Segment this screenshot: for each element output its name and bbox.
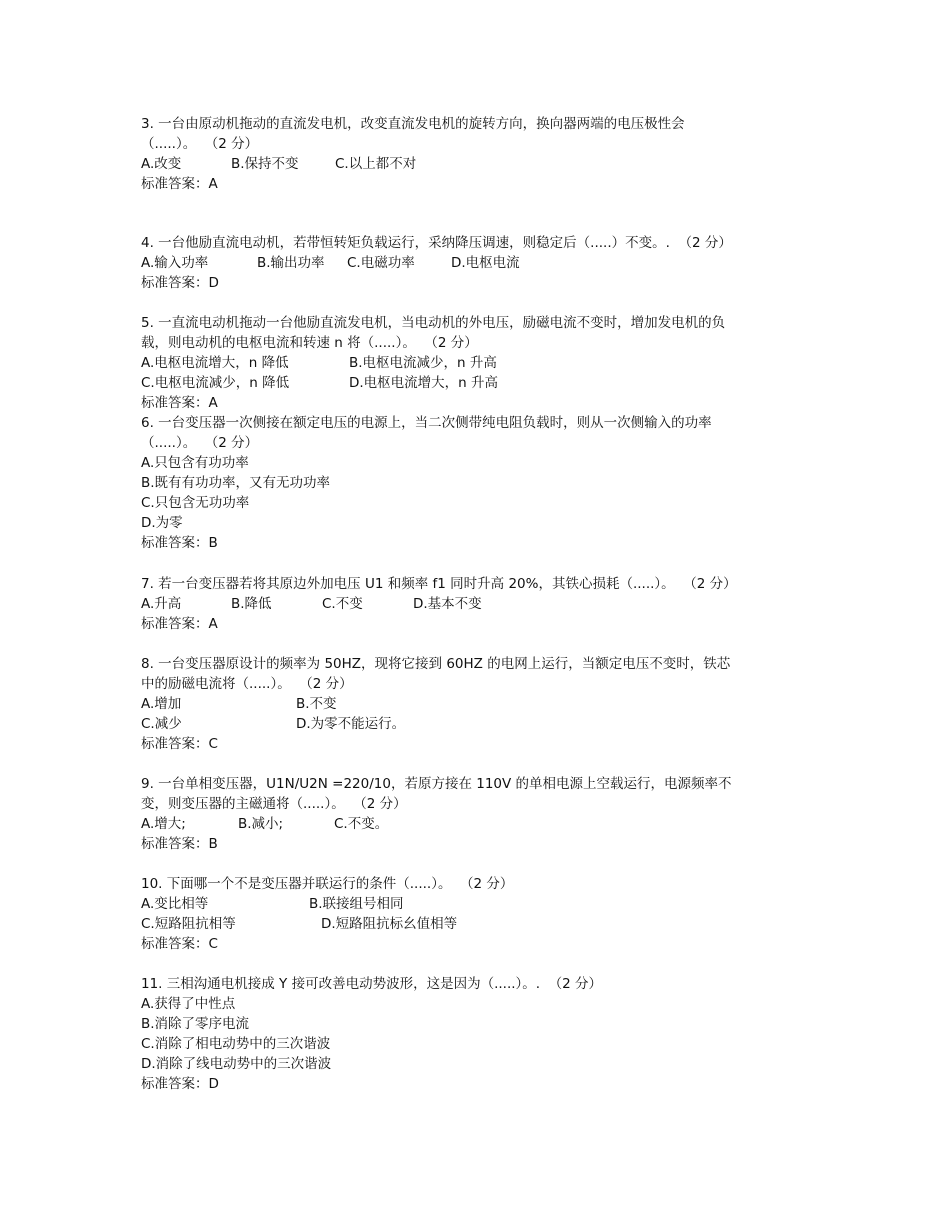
answer-option: A.只包含有功功率 [141, 455, 249, 471]
answer-option: B.消除了零序电流 [141, 1016, 250, 1032]
answer-option: C.减少 [141, 716, 182, 732]
answer-option: D.为零 [141, 515, 183, 531]
answer-option: C.以上都不对 [335, 156, 417, 172]
question-text-line: 11. 三相沟通电机接成 Y 接可改善电动势波形，这是因为（.....）。. （2 分） [141, 976, 603, 992]
answer-option: A.电枢电流增大，n 降低 [141, 355, 289, 371]
question-text-line: 变，则变压器的主磁通将（.....）。 （2 分） [141, 796, 407, 812]
question-text-line: 载，则电动机的电枢电流和转速 n 将（.....）。 （2 分） [141, 335, 478, 351]
answer-option: C.不变 [322, 596, 363, 612]
answer-option: D.为零不能运行。 [296, 716, 406, 732]
answer-option: C.电枢电流减少，n 降低 [141, 375, 290, 391]
standard-answer: 标准答案：A [141, 176, 218, 192]
question-text-line: 中的励磁电流将（.....）。 （2 分） [141, 676, 353, 692]
question-text-line: 6. 一台变压器一次侧接在额定电压的电源上，当二次侧带纯电阻负载时，则从一次侧输入的功率 [141, 415, 712, 431]
answer-option: B.联接组号相同 [309, 896, 404, 912]
standard-answer: 标准答案：D [141, 275, 219, 291]
answer-option: A.增加 [141, 696, 182, 712]
question-text-line: 4. 一台他励直流电动机，若带恒转矩负载运行，采纳降压调速，则稳定后（.....）不变。. （2 分） [141, 235, 732, 251]
answer-option: B.不变 [296, 696, 337, 712]
standard-answer: 标准答案：C [141, 936, 218, 952]
question-text-line: 10. 下面哪一个不是变压器并联运行的条件（.....）。 （2 分） [141, 876, 514, 892]
answer-option: B.电枢电流减少，n 升高 [349, 355, 497, 371]
question-text-line: （.....）。 （2 分） [141, 136, 259, 152]
answer-option: D.电枢电流 [451, 255, 520, 271]
answer-option: B.输出功率 [257, 255, 325, 271]
standard-answer: 标准答案：B [141, 535, 218, 551]
question-text-line: （.....）。 （2 分） [141, 435, 259, 451]
question-text-line: 9. 一台单相变压器，U1N/U2N =220/10，若原方接在 110V 的单相电源上空载运行，电源频率不 [141, 776, 732, 792]
standard-answer: 标准答案：C [141, 736, 218, 752]
standard-answer: 标准答案：A [141, 616, 218, 632]
answer-option: C.只包含无功功率 [141, 495, 250, 511]
question-text-line: 7. 若一台变压器若将其原边外加电压 U1 和频率 f1 同时升高 20%，其铁心损耗（.....）。 （2 分） [141, 576, 737, 592]
question-text-line: 3. 一台由原动机拖动的直流发电机，改变直流发电机的旋转方向，换向器两端的电压极性会 [141, 116, 685, 132]
answer-option: A.变比相等 [141, 896, 209, 912]
answer-option: D.消除了线电动势中的三次谐波 [141, 1056, 332, 1072]
question-text-line: 8. 一台变压器原设计的频率为 50HZ，现将它接到 60HZ 的电网上运行，当额定电压不变时，铁芯 [141, 656, 731, 672]
answer-option: B.减小; [238, 816, 284, 832]
answer-option: A.输入功率 [141, 255, 209, 271]
answer-option: C.消除了相电动势中的三次谐波 [141, 1036, 331, 1052]
answer-option: D.短路阻抗标幺值相等 [321, 916, 458, 932]
question-text-line: 5. 一直流电动机拖动一台他励直流发电机，当电动机的外电压，励磁电流不变时，增加发电机的负 [141, 315, 726, 331]
answer-option: B.既有有功功率，又有无功功率 [141, 475, 331, 491]
answer-option: D.基本不变 [413, 596, 482, 612]
answer-option: C.不变。 [334, 816, 389, 832]
standard-answer: 标准答案：A [141, 395, 218, 411]
answer-option: B.降低 [231, 596, 272, 612]
answer-option: D.电枢电流增大，n 升高 [349, 375, 499, 391]
answer-option: A.改变 [141, 156, 182, 172]
standard-answer: 标准答案：B [141, 836, 218, 852]
answer-option: C.电磁功率 [347, 255, 415, 271]
answer-option: A.升高 [141, 596, 182, 612]
answer-option: A.增大; [141, 816, 186, 832]
standard-answer: 标准答案：D [141, 1076, 219, 1092]
answer-option: A.获得了中性点 [141, 996, 236, 1012]
answer-option: B.保持不变 [231, 156, 299, 172]
answer-option: C.短路阻抗相等 [141, 916, 236, 932]
